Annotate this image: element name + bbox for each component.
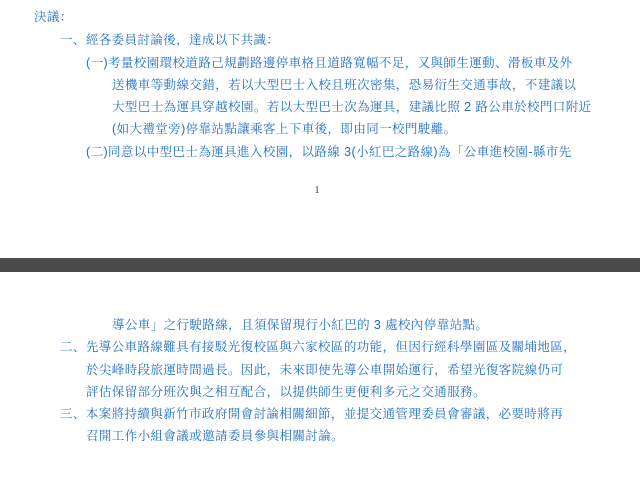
- list-item-continuation: 導公車」之行駛路線，且須保留現行小紅巴的 3 處校內停靠站點。: [112, 318, 489, 332]
- list-item-continuation: 召開工作小組會議或邀請委員參與相關討論。: [86, 429, 345, 444]
- list-item-continuation: 於尖峰時段旅運時間過長。因此，未來即使先導公車開始運行，希望光復客院線仍可: [86, 362, 564, 377]
- list-marker: 二、: [60, 340, 86, 355]
- list-item-continuation: 大型巴士為運具穿越校園。若以大型巴士次為運具，建議比照 2 路公車於校門口附近: [112, 100, 592, 114]
- list-item-text: 同意以中型巴士為運具進入校園，以路線 3(小紅巴之路線)為「公車進校園-縣市先: [108, 144, 572, 159]
- document-page-2: [0, 272, 640, 487]
- list-marker: 三、: [60, 407, 86, 421]
- list-item-continuation: 評估保留部分班次與之相互配合，以提供師生更便利多元之交通服務。: [86, 384, 486, 399]
- list-item-text: 經各委員討論後，達成以下共識：: [85, 33, 280, 48]
- list-item-text: 先導公車路線難具有接駁光復校區與六家校區的功能，但因行經科學園區及關埔地區，: [85, 340, 577, 355]
- list-item-level2: [34, 52, 600, 74]
- list-item-continuation: 送機車等動線交錯，若以大型巴士入校且班次密集，恐易衍生交通事故，不建議以: [112, 77, 577, 92]
- list-marker: 一、: [60, 33, 86, 48]
- list-item-level1: [34, 336, 600, 358]
- resolution-heading: 決議：: [34, 10, 73, 24]
- list-marker: (一): [86, 55, 109, 70]
- list-item-level1: [34, 29, 600, 51]
- page-number: 1: [314, 184, 320, 196]
- list-item-continuation: (如大禮堂旁)停靠站點讓乘客上下車後，即由同一校門駛離。: [112, 122, 457, 137]
- list-item-level2: [34, 141, 600, 163]
- page-separator: [0, 258, 640, 272]
- list-item-level1: [34, 403, 600, 425]
- list-marker: (二): [86, 144, 109, 159]
- list-item-text: 本案將持續與新竹市政府開會討論相關細節，並提交通管理委員會審議，必要時將再: [85, 407, 564, 421]
- list-item-text: 考量校園環校道路己規劃路邊停車格且道路寬幅不足，又與師生運動、滑板車及外: [108, 55, 573, 70]
